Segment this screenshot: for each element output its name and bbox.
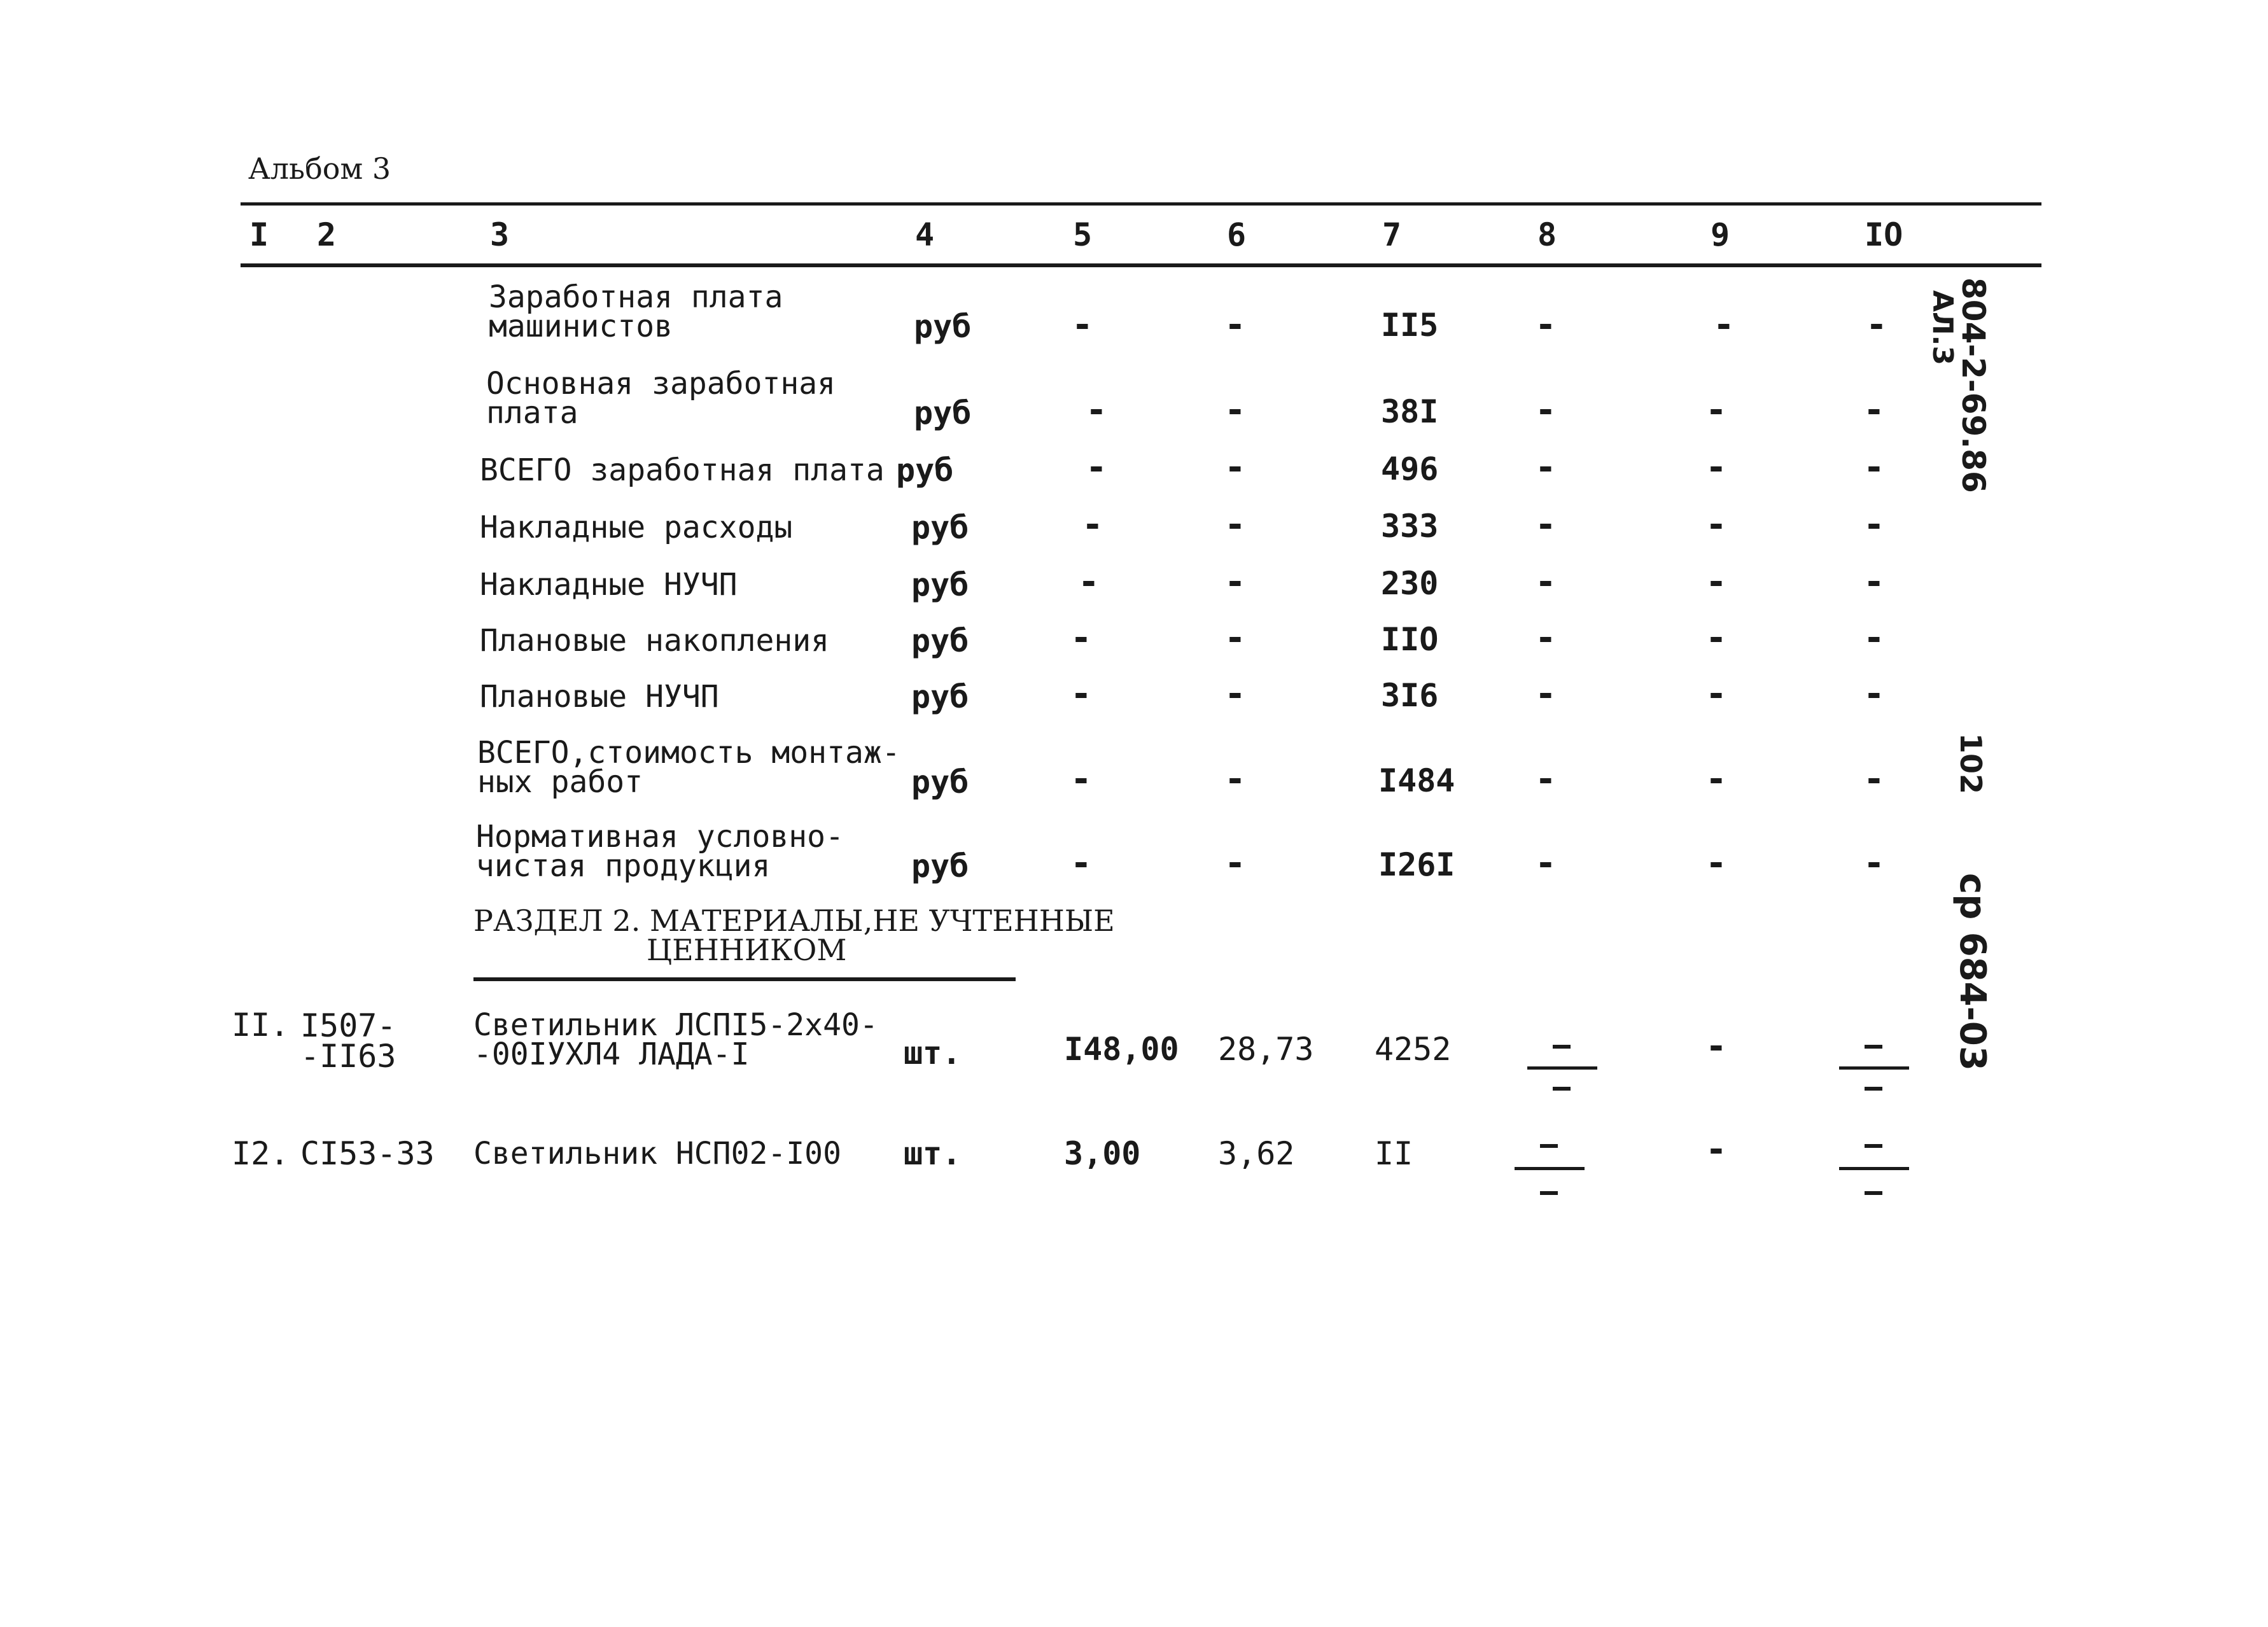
row-3-c5: - — [1086, 447, 1107, 488]
col-header-9: 9 — [1711, 216, 1730, 253]
col-header-2: 2 — [317, 216, 337, 253]
row-3-unit: руб — [896, 452, 954, 489]
col-header-8: 8 — [1537, 216, 1557, 253]
row-5-c5: - — [1078, 561, 1100, 603]
row-7-unit: руб — [911, 678, 969, 715]
row-3-c6: - — [1224, 447, 1246, 488]
row-5-c8: - — [1535, 561, 1557, 603]
row-3-c10: - — [1863, 447, 1885, 488]
row-5-c9: - — [1705, 561, 1727, 603]
item-12-c7: II — [1375, 1135, 1413, 1172]
item-11-c6: 28,73 — [1218, 1031, 1314, 1068]
row-7-c6: - — [1224, 673, 1246, 715]
row-5-c10: - — [1863, 561, 1885, 603]
row-2-c5: - — [1086, 389, 1107, 431]
row-8-unit: руб — [911, 764, 969, 800]
item-12-code: СI53-33 — [300, 1135, 435, 1172]
item-12-c10-fraction — [1839, 1138, 1909, 1195]
row-6-c8: - — [1535, 617, 1557, 659]
item-11-c10-fraction — [1839, 1038, 1909, 1096]
row-7-c5: - — [1070, 673, 1092, 715]
row-7-c10: - — [1863, 673, 1885, 715]
row-9-c7: I26I — [1378, 846, 1455, 883]
row-6-c10: - — [1863, 617, 1885, 659]
item-11-c9: - — [1705, 1026, 1727, 1067]
row-4-name: Накладные расходы — [480, 510, 793, 545]
row-4-c10: - — [1863, 504, 1885, 545]
album-label: Альбом 3 — [248, 151, 391, 186]
page-number: 102 — [1954, 733, 1988, 795]
item-11-name: Светильник ЛСПI5-2x40- -00IУХЛ4 ЛАДА-I — [473, 1007, 878, 1072]
item-12-c8-fraction — [1515, 1138, 1585, 1195]
item-11-unit: шт. — [904, 1035, 962, 1072]
row-8-name: ВСЕГО,стоимость монтаж- ных работ — [477, 735, 900, 800]
row-9-c9: - — [1705, 842, 1727, 884]
row-4-c5: - — [1082, 504, 1103, 545]
item-12-unit: шт. — [904, 1135, 962, 1172]
row-6-name: Плановые накопления — [480, 623, 830, 659]
col-header-4: 4 — [915, 216, 935, 253]
doc-code-album: АЛ.3 — [1926, 290, 1959, 365]
row-3-c8: - — [1535, 447, 1557, 488]
item-11-c8-fraction — [1527, 1038, 1597, 1096]
row-9-c10: - — [1863, 842, 1885, 884]
row-1-c10: - — [1866, 304, 1887, 346]
row-1-c6: - — [1224, 304, 1246, 346]
item-11-c5: I48,00 — [1064, 1031, 1179, 1068]
row-5-name: Накладные НУЧП — [480, 567, 738, 603]
row-9-c5: - — [1070, 842, 1092, 884]
col-header-6: 6 — [1227, 216, 1247, 253]
item-12-c6: 3,62 — [1218, 1135, 1295, 1172]
row-4-c7: 333 — [1381, 508, 1439, 545]
row-9-unit: руб — [911, 848, 969, 884]
row-9-c6: - — [1224, 842, 1246, 884]
row-8-c6: - — [1224, 758, 1246, 800]
row-6-c9: - — [1705, 617, 1727, 659]
col-header-10: IO — [1865, 216, 1903, 253]
row-5-c7: 230 — [1381, 565, 1439, 602]
row-2-c8: - — [1535, 389, 1557, 431]
header-bottom-rule — [241, 263, 2041, 267]
row-7-c8: - — [1535, 673, 1557, 715]
row-4-c6: - — [1224, 504, 1246, 545]
row-4-c8: - — [1535, 504, 1557, 545]
stamp-code: ср 684-03 — [1952, 873, 1993, 1071]
row-6-c6: - — [1224, 617, 1246, 659]
item-11-c7: 4252 — [1375, 1031, 1452, 1068]
row-2-name: Основная заработная плата — [486, 366, 836, 431]
col-header-3: 3 — [490, 216, 510, 253]
row-5-unit: руб — [911, 566, 969, 603]
row-1-c9: - — [1713, 304, 1735, 346]
item-12-name: Светильник НСП02-I00 — [473, 1136, 841, 1171]
row-7-c7: 3I6 — [1381, 677, 1439, 714]
item-12-no: I2. — [232, 1135, 290, 1172]
row-7-name: Плановые НУЧП — [480, 679, 719, 715]
row-2-unit: руб — [914, 395, 972, 431]
row-9-name: Нормативная условно- чистая продукция — [476, 819, 844, 884]
row-3-c9: - — [1705, 447, 1727, 488]
row-1-c7: II5 — [1381, 307, 1439, 344]
row-6-c5: - — [1070, 617, 1092, 659]
row-6-unit: руб — [911, 622, 969, 659]
row-8-c10: - — [1863, 758, 1885, 800]
row-8-c5: - — [1070, 758, 1092, 800]
row-9-c8: - — [1535, 842, 1557, 884]
row-2-c10: - — [1863, 389, 1885, 431]
row-2-c6: - — [1224, 389, 1246, 431]
row-1-unit: руб — [914, 308, 972, 345]
row-8-c7: I484 — [1378, 762, 1455, 799]
item-12-c9: - — [1705, 1129, 1727, 1170]
row-1-c8: - — [1535, 304, 1557, 346]
row-8-c9: - — [1705, 758, 1727, 800]
col-header-7: 7 — [1382, 216, 1402, 253]
row-2-c9: - — [1705, 389, 1727, 431]
item-11-no: II. — [232, 1007, 290, 1044]
row-6-c7: IIO — [1381, 621, 1439, 658]
row-4-c9: - — [1705, 504, 1727, 545]
doc-code-primary: 804-2-69.86 — [1955, 277, 1992, 493]
row-3-c7: 496 — [1381, 450, 1439, 487]
header-top-rule — [241, 202, 2041, 206]
row-3-name: ВСЕГО заработная плата — [480, 452, 885, 488]
col-header-5: 5 — [1073, 216, 1093, 253]
item-11-code: I507- -II63 — [300, 1007, 396, 1075]
row-2-c7: 38I — [1381, 393, 1439, 430]
section-heading: РАЗДЕЛ 2. МАТЕРИАЛЫ,НЕ УЧТЕННЫЕ ЦЕННИКОМ — [473, 904, 1115, 967]
row-4-unit: руб — [911, 509, 969, 546]
row-5-c6: - — [1224, 561, 1246, 603]
row-8-c8: - — [1535, 758, 1557, 800]
row-1-name: Заработная плата машинистов — [489, 279, 783, 344]
row-7-c9: - — [1705, 673, 1727, 715]
section-underline — [473, 977, 1016, 981]
row-1-c5: - — [1072, 304, 1093, 346]
item-12-c5: 3,00 — [1064, 1135, 1141, 1172]
col-header-1: I — [249, 216, 269, 253]
